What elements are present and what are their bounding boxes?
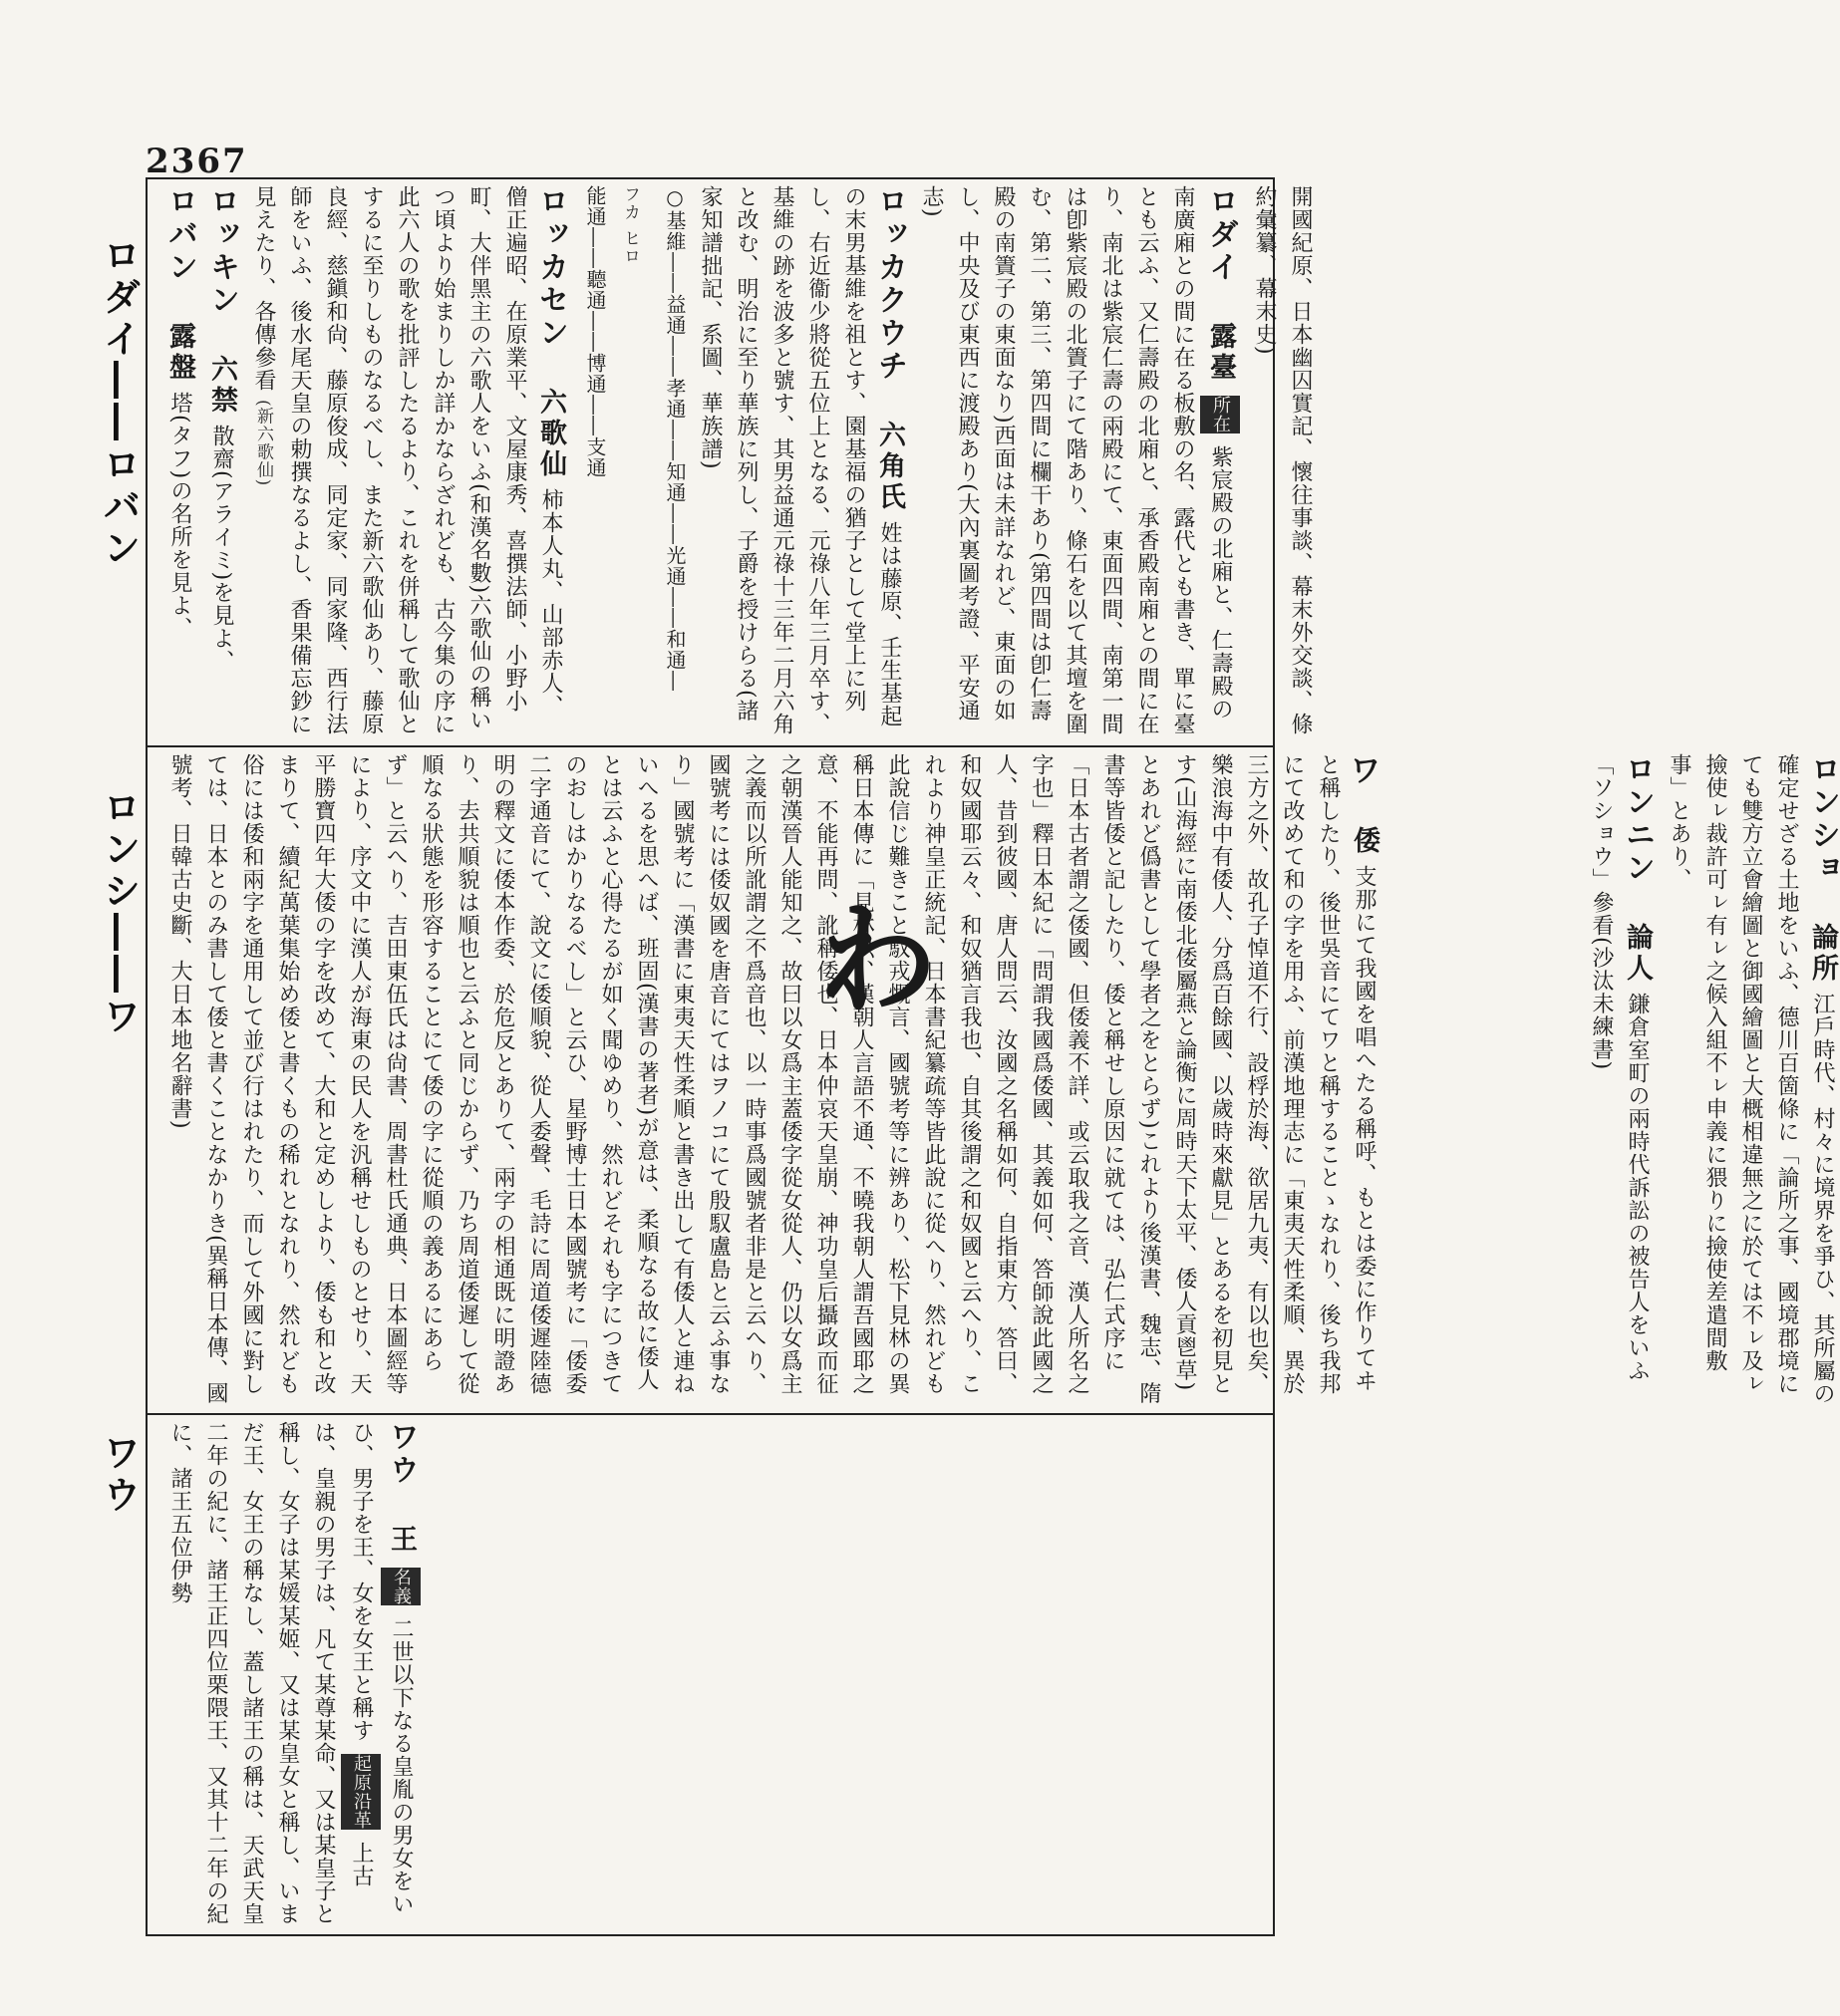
top-section (155, 185, 1313, 738)
entry-ronsho (1661, 753, 1840, 1406)
entry-head: ロンニン (1620, 753, 1655, 885)
furigana-fuka: フカ (620, 185, 640, 221)
entry-kanji: 王 (386, 1525, 417, 1556)
genealogy-line-1: ○基維――益通――孝通――知通――光通――和通― (663, 185, 687, 692)
bottom-section (155, 1421, 1267, 1929)
middle-columns (155, 753, 1840, 1406)
entry-ronin (1583, 753, 1655, 1406)
side-label-top: ロダイ――ロバン (97, 235, 141, 570)
entry-body: 支那にて我國を唱へたる稱呼、もとは委に作りてヰと稱したり、後世吳音にてワと稱することゝなれり、後ち我邦にて改めて和の字を用ふ、前漢地理志に「東夷天性柔順、異於三方之外、故孔子悼道不行、設桴於海、欲居九夷、有以也矣、樂浪海中有倭人、分爲百餘國、以歲時來獻見」とあるを初見とす(山海經に南倭北倭屬燕と論衡に周時天下太平、倭人貢鬯草)とあれど僞書として學者之をとらず)これより後漢書、魏志、隋書等皆倭と記したり、倭と稱せし原因に就ては、弘仁式序に「日本古者謂之倭國、但倭義不詳、或云取我之音、漢人所名之字也」釋日本紀に「問謂我國爲倭國、其義如何、答師說此國之人、昔到彼國、唐人問云、汝國之名稱如何、自指東方、答曰、和奴國耶云々、和奴猶言我也、自其後謂之和奴國と云へり、これより神皇正統記、日本書紀纂疏等皆此說に從へり、然れども此說信じ難きこと馭戎慨言、國號考等に辨あり、松下見林の異稱日本傳に「見林以、漢朝人言語不通、不曉我朝人謂吾國耶之意、不能再問、訛稱倭也、日本仲哀天皇崩、神功皇后攝政而征之朝漢晉人能知之、故曰以女爲主蓋倭字從女從人、仍以女爲主之義而以所訛謂之不爲音也、以一時事爲國號者非是と云へり、國號考には倭奴國を唐音にてはヲノコにて殷馭盧島と云ふ事なり」國號考に「漢書に東夷天性柔順と書き出して有倭人と連ねいへるを思へば、班固(漢書の著者)が意は、柔順なる故に倭人とは云ふと心得たるが如く聞ゆめり、然れどそれも字につきてのおしはかりなるべし」と云ひ、星野博士日本國號考に「倭委二字通音にて、說文に倭順貌、從人委聲、毛詩に周道倭遲陸德明の釋文に倭本作委、於危反とありて、兩字の相通既に明證あり、去共順貌は順也と云ふと同じからず、乃ち周道倭遲して從順なる狀態を形容することにて倭の字に從順の義あるにあらず」と云へり、吉田東伍氏は尙書、周書杜氏通典、日本圖經等により、序文中に漢人が海東の民人を汎稱せしものとせり、天平勝寶四年大倭の字を改めて、大和と定めしより、倭も和と改まりて、續紀萬葉集始め倭と書くもの稀れとなれり、然れども俗には倭和兩字を通用して並び行はれたり、而して外國に對しては、日本とのみ書して倭と書くことなかりき(異稱日本傳、國號考、日韓古史斷、大日本地名辭書) (167, 753, 1377, 1405)
entry-rokkasen (245, 185, 568, 738)
section-kana-wa: わ (817, 890, 937, 1030)
entry-body: 散齋(アライミ)を見よ、 (209, 425, 234, 674)
entry-kanji: 論所 (1807, 923, 1838, 985)
entry-body: 鎌倉室町の兩時代訴訟の被告人をいふ「ソショウ」參看(沙汰未練書) (1589, 753, 1650, 1382)
bottom-columns (155, 1421, 421, 1929)
entry-tag: 所在 (1200, 396, 1240, 433)
entry-kanji: 六禁 (206, 355, 237, 417)
entry-note: (新六歌仙) (253, 400, 273, 487)
wa-kana-spacer (1387, 753, 1577, 1406)
furigana-hiro: ヒロ (620, 229, 640, 265)
entry-kanji: 露盤 (164, 322, 195, 384)
entry-head: ロッカセン (533, 185, 568, 350)
entry-body: 二世以下なる皇胤の男女をいひ、男子を王、女を女王と稱す (349, 1421, 414, 1915)
entry-kanji: 六歌仙 (535, 388, 566, 480)
entry-head: ロッカクウチ (872, 185, 907, 383)
entry-head: ロンショ (1805, 753, 1840, 885)
entry-wa (161, 753, 1381, 1406)
entry-body: 姓は藤原、壬生基起の末男基維を祖とす、園基福の猶子として堂上に列し、右近衞少將從五位上となる、元祿八年三月卒す、基維の跡を波多と號す、其男益通元祿十三年二月六角と改む、明治に至り華族に列し、子爵を授けらる(諸家知譜拙記、系圖、華族譜) (698, 185, 902, 735)
entry-head: ロッキン (204, 185, 239, 317)
entry-body: 江戶時代、村々に境界を爭ひ、其所屬の確定せざる土地をいふ、德川百箇條に「論所之事、國境郡境にても雙方立會繪圖と御國繪圖と大概相違無之に於ては不ㇾ及ㇾ撿使ㇾ裁許可ㇾ有ㇾ之候入組不ㇾ申義に猥りに撿使差遣間敷事」とあり、 (1667, 753, 1835, 1405)
entry-kanji: 露臺 (1205, 322, 1236, 384)
entry-body-origin: 上古は、皇親の男子は、凡て某尊某命、又は某皇子と稱し、女子は某媛某姬、又は某皇女と稱し、いまだ王、女王の稱なし、蓋し諸王の稱は、天武天皇二年の紀に、諸王正四位栗隈王、又其十二年の紀に、諸王五位伊勢 (167, 1421, 374, 1925)
entry-rodai (913, 185, 1240, 738)
side-label-middle: ロンシ――ワ (97, 787, 141, 1038)
entry-head: ロダイ (1203, 185, 1238, 284)
divider-upper (146, 745, 1275, 747)
genealogy-line-2: 能通――聽通――博通――支通 (583, 185, 607, 478)
entry-tag-origin: 起原沿革 (341, 1754, 381, 1830)
entry-head: ロバン (162, 185, 197, 284)
entry-kanji: 倭 (1349, 826, 1380, 857)
entry-tag: 名義 (381, 1568, 421, 1605)
entry-body: 紫宸殿の北廂と、仁壽殿の南廣廂との間に在る板敷の名、露代とも書き、單に臺とも云ふ、又仁壽殿の北廂と、承香殿南廂との間に在り、南北は紫宸仁壽の兩殿にて、東面四間、南第一間は卽紫宸殿の北簀子にて階あり、條石を以て其壇を圍む、第二、第三、第四間に欄干あり(第四間は卽仁壽殿の南簀子の東面なり)西面は未詳なれど、東面の如し、中央及び東西に渡殿あり(大內裏圖考證、平安通志) (919, 185, 1233, 735)
entry-roban (161, 185, 197, 738)
divider-lower (146, 1413, 1275, 1415)
side-label-bottom: ワウ (97, 1433, 141, 1517)
entry-kanji: 六角氏 (874, 421, 905, 513)
entry-body: 塔(タフ)の名所を見よ、 (167, 392, 192, 641)
entry-rokkakuuchi (578, 185, 907, 738)
entry-head: ワ (1345, 753, 1382, 788)
middle-section (155, 753, 1840, 1406)
entry-wau (161, 1421, 421, 1929)
entry-head: ワウ (384, 1421, 419, 1487)
intro-text: 開國紀原、日本幽囚實記、懷往事談、幕末外交談、條約彙纂、幕末史) (1252, 185, 1313, 735)
entry-rokkin (203, 185, 239, 738)
entry-kanji: 論人 (1622, 923, 1653, 985)
top-columns (155, 185, 1318, 738)
entry-body: 柿本人丸、山部赤人、僧正遍昭、在原業平、文屋康秀、喜撰法師、小野小町、大伴黑主の六歌人をいふ(和漢名數)六歌仙の稱いつ頃より始まりしか詳かならざれども、古今集の序に此六人の歌を批評したるより、これを併稱して歌仙とするに至りしものなるべし、また新六歌仙あり、藤原良經、慈鎭和尙、藤原俊成、同定家、同家隆、西行法師をいふ、後水尾天皇の勅撰なるよし、香果備忘鈔に見えたり、各傳參看 (251, 185, 563, 735)
page-number: 2367 (146, 142, 248, 181)
intro-fragment (1246, 185, 1318, 738)
